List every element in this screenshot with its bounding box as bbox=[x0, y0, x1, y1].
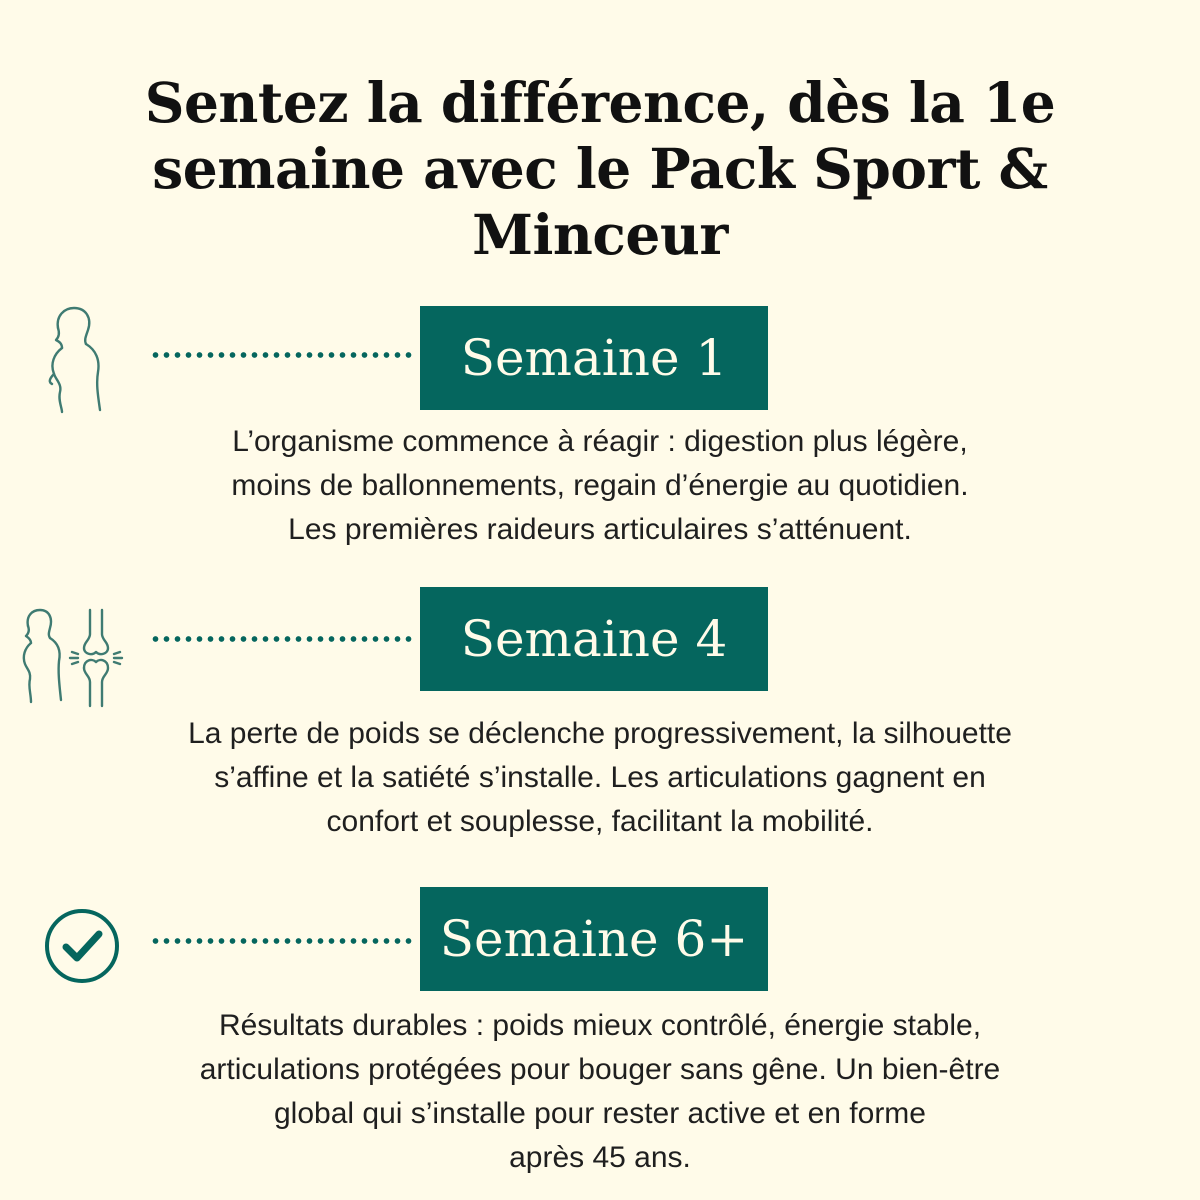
desc-line: confort et souplesse, facilitant la mobilité. bbox=[326, 805, 874, 838]
dotted-connector bbox=[150, 636, 416, 642]
title-line-3: Minceur bbox=[472, 202, 728, 267]
badge-week-1 bbox=[420, 306, 768, 410]
desc-line: articulations protégées pour bouger sans gêne. Un bien-être bbox=[199, 1053, 1001, 1086]
desc-line: s’affine et la satiété s’installe. Les articulations gagnent en bbox=[214, 761, 986, 794]
step-description bbox=[80, 1004, 1120, 1180]
desc-line: global qui s’installe pour rester active et en forme bbox=[273, 1097, 926, 1130]
badge-label: Semaine 6+ bbox=[439, 910, 749, 968]
step-description bbox=[80, 420, 1120, 552]
title-line-1: Sentez la différence, dès la 1e bbox=[144, 70, 1056, 135]
step-description bbox=[80, 712, 1120, 844]
desc-line: Les premières raideurs articulaires s’atténuent. bbox=[288, 513, 912, 546]
desc-line: moins de ballonnements, regain d’énergie au quotidien. bbox=[231, 469, 969, 502]
badge-label: Semaine 4 bbox=[460, 610, 728, 668]
desc-line: après 45 ans. bbox=[509, 1141, 691, 1174]
badge-label: Semaine 1 bbox=[460, 329, 728, 387]
badge-week-4 bbox=[420, 587, 768, 691]
page-title bbox=[100, 70, 1100, 268]
desc-line: Résultats durables : poids mieux contrôlé, énergie stable, bbox=[218, 1009, 982, 1042]
badge-week-6-plus bbox=[420, 887, 768, 991]
check-circle-icon bbox=[42, 906, 122, 986]
desc-line: La perte de poids se déclenche progressivement, la silhouette bbox=[188, 717, 1012, 750]
woman-and-knee-joint-icon bbox=[18, 606, 130, 710]
title-line-2: semaine avec le Pack Sport & bbox=[152, 136, 1048, 201]
dotted-connector bbox=[150, 352, 416, 358]
dotted-connector bbox=[150, 938, 416, 944]
woman-silhouette-icon bbox=[44, 304, 106, 414]
desc-line: L’organisme commence à réagir : digestion plus légère, bbox=[232, 425, 968, 458]
